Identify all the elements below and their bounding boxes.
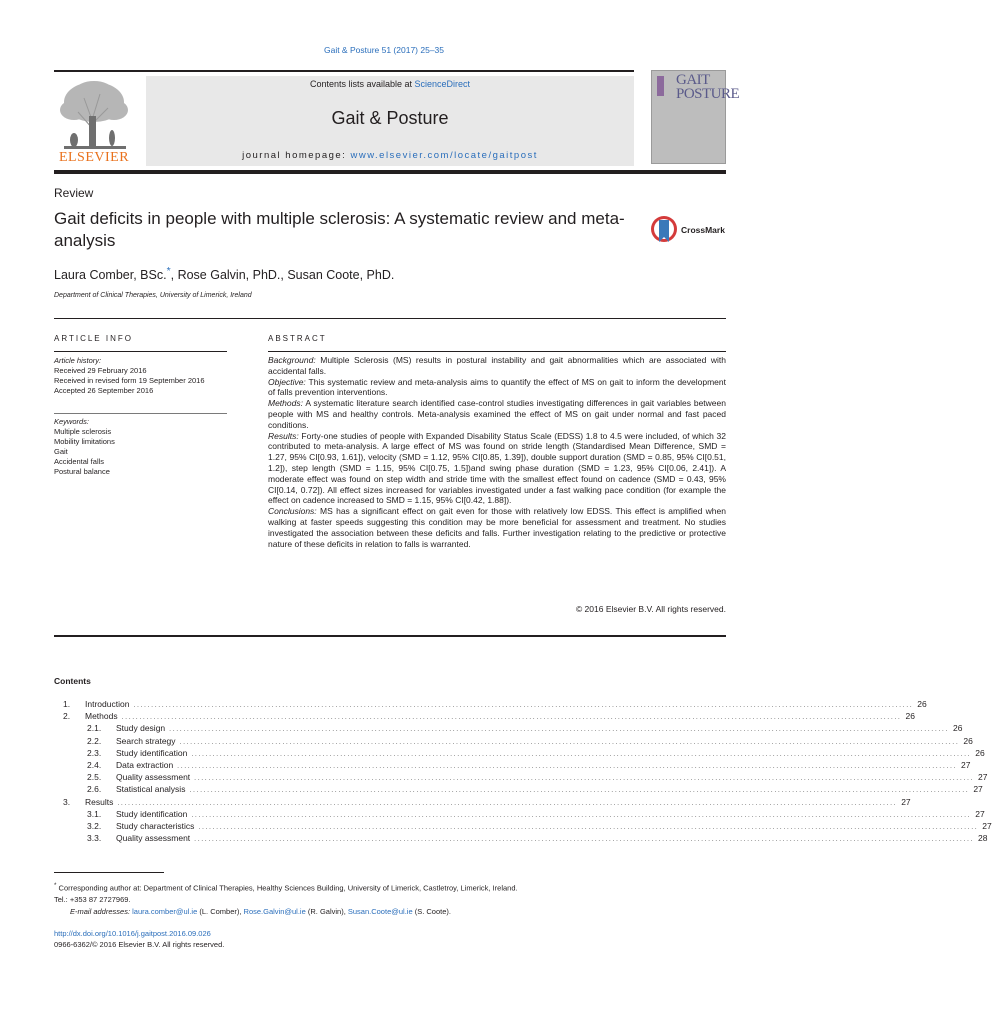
keyword: Postural balance — [54, 467, 110, 476]
email-link-galvin[interactable]: Rose.Galvin@ul.ie — [243, 906, 306, 916]
methods-text: A systematic literature search identified case-control studies investigating differences in gait variables between people with MS and healthy controls. Meta-analysis examined the effect of MS on gait under normal and fast paced conditions. — [268, 398, 726, 430]
toc-title[interactable]: Methods — [85, 711, 118, 722]
abstract-label: ABSTRACT — [268, 334, 327, 343]
toc-leader-dots: ............................................................................................................................................................................................................................ — [194, 836, 975, 844]
results-text: Forty-one studies of people with Expanded Disability Status Scale (EDSS) 1.8 to 4.5 were included, of which 32 contributed to meta-analysis. A large effect of MS was found on stride length (Standardised Mean Difference, SMD = 1.27, 95% CI[0.93, 1.61]), velocity (SMD = 1.12, 95% CI[0.85, 1.39]), double support duration (SMD = 0.85, 95% CI[0.51, 1.2]), step length (SMD = 1.15, 95% CI[0.75, 1.5])and swing phase duration (SMD = 1.23, 95% CI[0.06, 2.41]). A moderate effect was found on step width and stride time with the smallest effect found on cadence (SMD = 0.43, 95% CI[0.14, 0.72]). All effect sizes increased for variables investigated under a fast walking pace condition (for example the effect on cadence increased to SMD = 1.15, 95% CI[0.42, 1.88]). — [268, 430, 726, 506]
methods-label: Methods: — [268, 398, 303, 409]
toc-number: 1. — [63, 699, 71, 709]
abstract-objective — [268, 377, 726, 399]
toc-number: 3.3. — [87, 833, 102, 844]
toc-title[interactable]: Quality assessment — [116, 833, 191, 844]
toc-leader-dots: ............................................................................................................................................................................................................................ — [117, 799, 898, 807]
author-affiliation: Department of Clinical Therapies, University of Limerick, Ireland — [54, 292, 252, 299]
toc-leader-dots: ............................................................................................................................................................................................................................ — [191, 750, 972, 758]
elsevier-wordmark[interactable]: ELSEVIER — [58, 150, 130, 165]
journal-reference[interactable]: Gait & Posture 51 (2017) 25–35 — [323, 45, 445, 55]
toc-title[interactable]: Study characteristics — [116, 820, 195, 831]
header-rule — [54, 318, 726, 319]
abstract-body — [268, 355, 726, 549]
email-owner: (S. Coote). — [412, 906, 451, 916]
email-label: E-mail addresses: — [70, 906, 131, 916]
toc-entry[interactable] — [54, 796, 911, 809]
abstract-end-rule — [54, 635, 726, 637]
table-of-contents — [54, 699, 992, 845]
homepage-prefix: journal homepage: — [242, 150, 351, 161]
toc-number: 2.6. — [87, 784, 102, 795]
toc-title[interactable]: Introduction — [85, 699, 130, 709]
toc-leader-dots: ............................................................................................................................................................................................................................ — [177, 762, 958, 770]
toc-title[interactable]: Statistical analysis — [116, 784, 186, 795]
other-authors: , Rose Galvin, PhD., Susan Coote, PhD. — [170, 268, 395, 283]
toc-page-number: 27 — [901, 796, 911, 807]
toc-leader-dots: ............................................................................................................................................................................................................................ — [189, 787, 970, 795]
toc-title[interactable]: Study design — [116, 723, 166, 734]
toc-page-number: 26 — [953, 723, 963, 734]
toc-number: 2.1. — [87, 723, 102, 734]
toc-entry[interactable] — [54, 735, 973, 748]
journal-homepage-line — [146, 150, 634, 161]
contents-heading: Contents — [54, 676, 91, 686]
toc-entry[interactable] — [54, 833, 988, 845]
doi-block — [54, 928, 224, 950]
abstract-conclusions — [268, 506, 726, 549]
toc-leader-dots: ............................................................................................................................................................................................................................ — [194, 775, 975, 783]
cover-title: GAIT POSTURE — [676, 72, 740, 102]
toc-page-number: 26 — [963, 735, 973, 746]
cover-color-strip — [657, 76, 664, 96]
toc-title[interactable]: Quality assessment — [116, 772, 191, 783]
journal-homepage-link[interactable]: www.elsevier.com/locate/gaitpost — [350, 150, 538, 161]
toc-leader-dots: ............................................................................................................................................................................................................................ — [133, 702, 914, 709]
toc-entry[interactable] — [54, 759, 971, 772]
conclusions-text: MS has a significant effect on gait even for those with relatively low EDSS. This effect is amplified when walking at faster speeds suggesting this condition may be more beneficial for assessment and treatment. No studies investigated the association between these deficits and falls. Further investigation relating to the predictive or protective nature of these deficits in relation to falls is warranted. — [268, 506, 726, 549]
background-text: Multiple Sclerosis (MS) results in postural instability and gait abnormalities which are associated with accidental falls. — [268, 355, 726, 376]
toc-number: 2.4. — [87, 759, 102, 770]
article-type: Review — [54, 186, 94, 200]
toc-title[interactable]: Data extraction — [116, 759, 174, 770]
toc-leader-dots: ............................................................................................................................................................................................................................ — [191, 811, 972, 819]
keyword: Gait — [54, 447, 68, 456]
keyword: Accidental falls — [54, 457, 105, 466]
toc-title[interactable]: Study identification — [116, 747, 188, 758]
toc-entry[interactable] — [54, 747, 985, 760]
accepted-date: Accepted 26 September 2016 — [54, 386, 154, 395]
toc-number: 2.3. — [87, 747, 102, 758]
keywords-rule — [54, 413, 227, 414]
toc-page-number: 27 — [978, 772, 988, 783]
corresponding-author-mark[interactable]: * — [166, 266, 171, 277]
email-owner: (L. Comber), — [197, 906, 244, 916]
abstract-methods — [268, 398, 726, 430]
email-link-coote[interactable]: Susan.Coote@ul.ie — [347, 906, 413, 916]
toc-number: 2.2. — [87, 735, 102, 746]
masthead-bottom-rule — [54, 170, 726, 174]
toc-page-number: 26 — [905, 711, 915, 722]
toc-page-number: 27 — [982, 820, 992, 831]
toc-title[interactable]: Results — [85, 796, 114, 807]
doi-link[interactable]: http://dx.doi.org/10.1016/j.gaitpost.2016.09.026 — [54, 929, 211, 938]
abstract-results — [268, 431, 726, 507]
sciencedirect-link[interactable]: ScienceDirect — [414, 79, 471, 89]
toc-leader-dots: ............................................................................................................................................................................................................................ — [169, 726, 950, 734]
email-addresses — [54, 906, 726, 918]
history-heading: Article history: — [54, 356, 102, 365]
first-author: Laura Comber, BSc. — [54, 268, 167, 283]
keywords-heading: Keywords: — [54, 417, 90, 426]
email-link-comber[interactable]: laura.comber@ul.ie — [132, 906, 198, 916]
keyword: Multiple sclerosis — [54, 427, 112, 436]
contents-available-line — [146, 79, 634, 89]
footnote-mark: * — [54, 882, 57, 889]
toc-entry[interactable] — [54, 808, 985, 821]
toc-number: 3. — [63, 796, 71, 807]
article-info-label: ARTICLE INFO — [54, 334, 133, 343]
toc-page-number: 27 — [973, 784, 983, 795]
masthead-top-rule — [54, 70, 634, 72]
toc-page-number: 28 — [978, 833, 988, 844]
issn-copyright: 0966-6362/© 2016 Elsevier B.V. All rights reserved. — [54, 940, 225, 949]
revised-date: Received in revised form 19 September 2016 — [54, 376, 205, 385]
toc-page-number: 27 — [961, 759, 971, 770]
toc-number: 3.2. — [87, 820, 102, 831]
corresponding-author-footnote — [54, 880, 726, 917]
conclusions-label: Conclusions: — [268, 506, 317, 517]
toc-entry[interactable] — [54, 820, 992, 833]
journal-title[interactable]: Gait & Posture — [331, 108, 449, 128]
article-info-rule — [54, 351, 227, 352]
abstract-background — [268, 355, 726, 377]
toc-entry[interactable] — [54, 723, 963, 735]
contents-prefix: Contents lists available at — [309, 79, 415, 89]
toc-title[interactable]: Study identification — [116, 808, 188, 819]
author-list — [54, 266, 394, 282]
keywords-block — [54, 417, 234, 477]
received-date: Received 29 February 2016 — [54, 366, 147, 375]
footnote-rule — [54, 872, 164, 873]
toc-page-number: 26 — [975, 747, 985, 758]
crossmark-label[interactable]: CrossMark — [681, 225, 725, 235]
background-label: Background: — [268, 355, 316, 365]
results-label: Results: — [268, 430, 299, 441]
toc-entry[interactable] — [54, 784, 983, 796]
objective-text: This systematic review and meta-analysis aims to quantify the effect of MS on gait to inform the development of falls prevention interventions. — [268, 376, 726, 398]
toc-page-number: 26 — [917, 699, 927, 709]
toc-number: 3.1. — [87, 808, 102, 819]
telephone: Tel.: +353 87 2727969. — [54, 895, 131, 904]
toc-leader-dots: ............................................................................................................................................................................................................................ — [121, 714, 902, 722]
toc-title[interactable]: Search strategy — [116, 735, 176, 746]
corresponding-address: Corresponding author at: Department of Clinical Therapies, Healthy Sciences Building, University of Limerick, Castletroy, Limerick, Ireland. — [56, 883, 518, 893]
toc-page-number: 27 — [975, 808, 985, 819]
toc-entry[interactable] — [54, 699, 927, 711]
toc-entry[interactable] — [54, 772, 988, 784]
toc-number: 2.5. — [87, 772, 102, 783]
toc-number: 2. — [63, 711, 71, 722]
keyword: Mobility limitations — [54, 437, 115, 446]
abstract-rule — [268, 351, 726, 352]
toc-leader-dots: ............................................................................................................................................................................................................................ — [198, 823, 979, 831]
abstract-copyright: © 2016 Elsevier B.V. All rights reserved. — [575, 604, 726, 614]
article-title: Gait deficits in people with multiple sclerosis: A systematic review and meta-analysis — [54, 209, 625, 250]
toc-entry[interactable] — [54, 711, 915, 723]
objective-label: Objective: — [268, 376, 306, 387]
toc-leader-dots: ............................................................................................................................................................................................................................ — [179, 738, 960, 746]
email-owner: (R. Galvin), — [305, 906, 348, 916]
article-history — [54, 356, 234, 396]
